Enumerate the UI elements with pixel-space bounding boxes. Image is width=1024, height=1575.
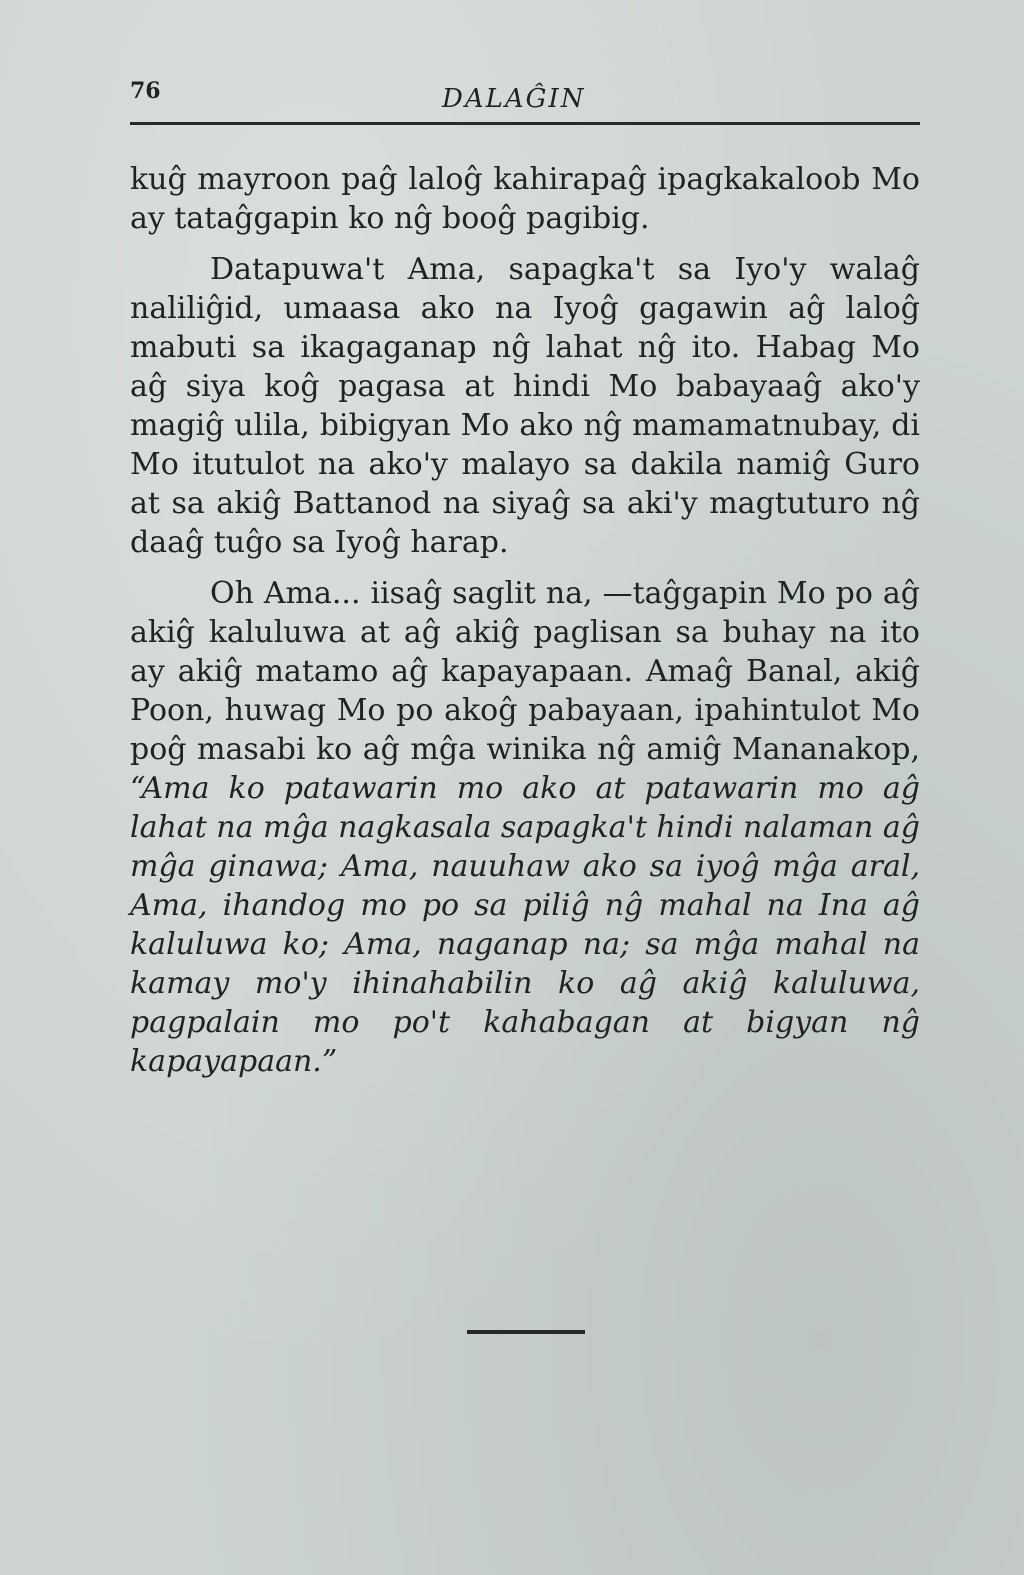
paragraph-3 [130,574,920,1081]
section-end-rule [467,1330,585,1334]
paragraph-1-text: kuĝ mayroon paĝ laloĝ kahirapaĝ ipagkakaloob Mo ay tataĝgapin ko nĝ booĝ pagibig. [130,162,920,236]
running-title: DALAĜIN [442,84,586,114]
paragraph-3-text: Oh Ama... iisaĝ saglit na, —taĝgapin Mo po aĝ akiĝ kaluluwa at aĝ akiĝ paglisan sa buhay na ito ay akiĝ matamo aĝ kapayapaan. Amaĝ Banal, akiĝ Poon, huwag Mo po akoĝ pabayaan, ipahintulot Mo poĝ masabi ko aĝ mĝa winika nĝ amiĝ Mananakop, [130,576,920,767]
paragraph-2 [130,250,920,562]
prayer-quote: “Ama ko patawarin mo ako at patawarin mo aĝ lahat na mĝa nagkasala sapagka't hindi nalaman aĝ mĝa ginawa; Ama, nauuhaw ako sa iyoĝ mĝa aral, Ama, ihandog mo po sa piliĝ nĝ mahal na Ina aĝ kaluluwa ko; Ama, naganap na; sa mĝa mahal na kamay mo'y ihinahabilin ko aĝ akiĝ kaluluwa, pagpalain mo po't kahabagan at bigyan nĝ kapayapaan.” [130,771,920,1079]
paragraph-1 [130,160,920,238]
page-header [130,78,920,128]
page-number: 76 [130,78,161,104]
body-text [130,160,920,1093]
paragraph-2-text: Datapuwa't Ama, sapagka't sa Iyo'y walaĝ naliliĝid, umaasa ako na Iyoĝ gagawin aĝ laloĝ mabuti sa ikagaganap nĝ lahat nĝ ito. Habag Mo aĝ siya koĝ pagasa at hindi Mo babayaaĝ ako'y magiĝ ulila, bibigyan Mo ako nĝ mamamatnubay, di Mo itutulot na ako'y malayo sa dakila namiĝ Guro at sa akiĝ Battanod na siyaĝ sa aki'y magtuturo nĝ daaĝ tuĝo sa Iyoĝ harap. [130,252,920,560]
header-rule [130,122,920,125]
